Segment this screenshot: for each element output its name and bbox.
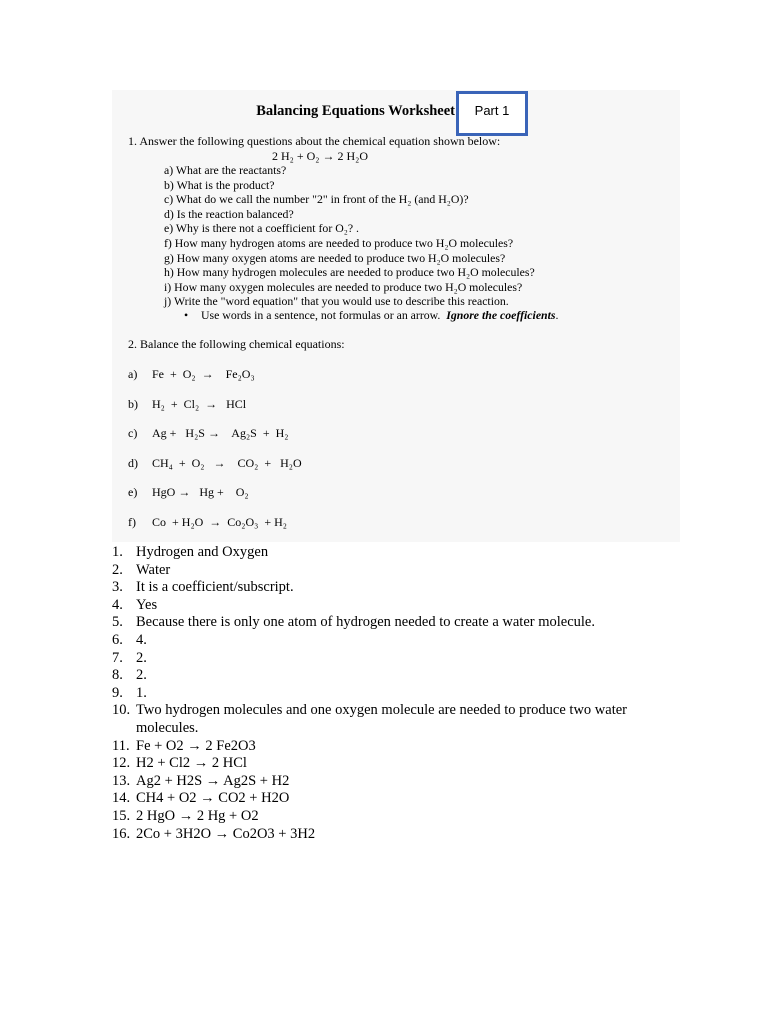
instruction-bullet: • Use words in a sentence, not formulas or an arrow. Ignore the coefficients. <box>184 308 559 322</box>
bullet-text: Use words in a sentence, not formulas or an arrow. <box>201 308 441 322</box>
answer-text: 2Co + 3H2O → Co2O3 + 3H2 <box>136 825 316 842</box>
sub-question-list <box>164 163 535 309</box>
answer-item <box>112 685 672 703</box>
answer-item <box>112 579 672 597</box>
equation-text: Co + H₂O → Co₂O₃ + H₂ <box>152 514 287 529</box>
answer-number: 1. <box>112 544 123 560</box>
answer-text: Hydrogen and Oxygen <box>136 544 269 560</box>
answer-number: 16. <box>112 825 131 842</box>
answer-text: Yes <box>136 596 158 613</box>
answer-list <box>112 544 672 843</box>
equation-item <box>128 515 302 545</box>
equation-letter: d) <box>128 455 138 470</box>
bullet-dot-icon: • <box>184 308 189 322</box>
answer-item <box>112 614 672 632</box>
answer-text: Water <box>136 561 171 578</box>
answer-number: 5. <box>112 614 123 631</box>
answer-item <box>112 650 672 668</box>
equation-letter: e) <box>128 485 138 500</box>
part-label-box: Part 1 <box>456 91 528 136</box>
sub-question: a) What are the reactants? <box>164 163 287 177</box>
equation-item <box>128 426 302 456</box>
sub-question: d) Is the reaction balanced? <box>164 206 294 221</box>
answer-text: CH4 + O2 → CO2 + H2O <box>136 790 290 807</box>
answer-text: It is a coefficient/subscript. <box>136 579 294 596</box>
sub-question: c) What do we call the number "2" in front of the H₂ (and H₂O)? <box>164 192 469 207</box>
answer-item <box>112 562 672 580</box>
answer-item <box>112 738 672 756</box>
answer-text: 1. <box>136 684 147 701</box>
answer-text: Ag2 + H2S → Ag2S + H2 <box>136 772 290 789</box>
worksheet-title: Balancing Equations Worksheet <box>256 103 455 119</box>
answer-number: 4. <box>112 596 123 613</box>
equation-list <box>128 367 302 545</box>
equation-letter: c) <box>128 426 138 441</box>
answer-number: 13. <box>112 772 131 789</box>
equation-item <box>128 485 302 515</box>
equation-text: Fe + O₂ → Fe₂O₃ <box>152 367 255 381</box>
answer-item <box>112 597 672 615</box>
answer-number: 12. <box>112 755 131 772</box>
answer-text: Fe + O2 → 2 Fe2O3 <box>136 737 256 754</box>
equation-item <box>128 397 302 427</box>
answer-text: 2 HgO → 2 Hg + O2 <box>136 807 259 824</box>
equation-text: HgO → Hg + O₂ <box>152 485 249 500</box>
answer-number: 6. <box>112 631 123 648</box>
answer-text: 2. <box>136 667 147 684</box>
answer-number: 7. <box>112 649 123 666</box>
answer-item <box>112 773 672 791</box>
sub-question: g) How many oxygen atoms are needed to produce two H₂O molecules? <box>164 250 506 265</box>
equation-letter: b) <box>128 396 138 411</box>
answer-number: 3. <box>112 579 123 596</box>
equation-item <box>128 367 302 397</box>
answer-text: Two hydrogen molecules and one oxygen molecule are needed to produce two water molecules. <box>136 702 628 736</box>
equation-text: Ag + H₂S → Ag₂S + H₂ <box>152 426 289 441</box>
equation-letter: f) <box>128 514 136 529</box>
answer-number: 9. <box>112 684 123 701</box>
bullet-emphasis: Ignore the coefficients <box>446 308 556 322</box>
answer-text: 4. <box>136 631 147 648</box>
sub-question: e) Why is there not a coefficient for O₂? . <box>164 221 359 236</box>
answer-item <box>112 826 672 844</box>
answer-number: 2. <box>112 561 123 578</box>
main-equation: 2 H₂ + O₂ → 2 H₂O <box>272 149 368 163</box>
question-1: 1. Answer the following questions about the chemical equation shown below: <box>128 134 501 148</box>
answer-text: H2 + Cl2 → 2 HCl <box>136 755 247 772</box>
answer-item <box>112 544 672 562</box>
equation-item <box>128 456 302 486</box>
answer-item <box>112 632 672 650</box>
answer-item <box>112 755 672 773</box>
answer-number: 11. <box>112 737 130 754</box>
answer-item <box>112 790 672 808</box>
sub-question: i) How many oxygen molecules are needed to produce two H₂O molecules? <box>164 279 523 294</box>
equation-letter: a) <box>128 367 138 381</box>
sub-question: f) How many hydrogen atoms are needed to produce two H₂O molecules? <box>164 235 514 250</box>
question-2: 2. Balance the following chemical equations: <box>128 337 345 351</box>
answer-number: 14. <box>112 790 131 807</box>
sub-question: b) What is the product? <box>164 177 275 192</box>
answer-text: Because there is only one atom of hydrogen needed to create a water molecule. <box>136 614 595 631</box>
answer-number: 10. <box>112 702 131 719</box>
answer-item <box>112 667 672 685</box>
answer-item <box>112 702 672 737</box>
sub-question: h) How many hydrogen molecules are needed to produce two H₂O molecules? <box>164 265 535 280</box>
answer-text: 2. <box>136 649 147 666</box>
equation-text: H₂ + Cl₂ → HCl <box>152 396 247 411</box>
answer-item <box>112 808 672 826</box>
equation-text: CH₄ + O₂ → CO₂ + H₂O <box>152 455 302 470</box>
answer-number: 8. <box>112 667 123 684</box>
answer-number: 15. <box>112 807 131 824</box>
sub-question: j) Write the "word equation" that you would use to describe this reaction. <box>164 294 509 309</box>
